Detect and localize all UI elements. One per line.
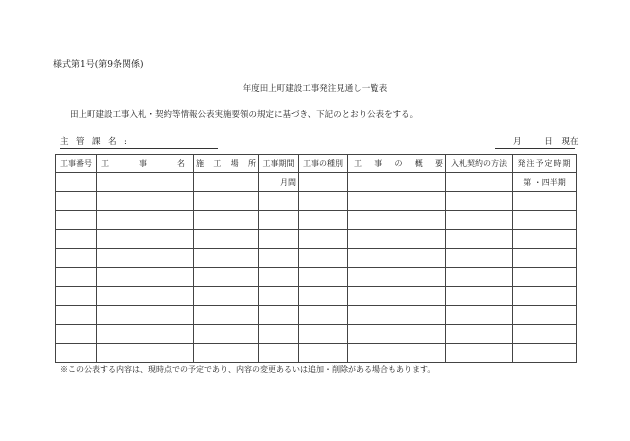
date-status-line [495, 135, 579, 149]
table-row [56, 211, 577, 230]
table-row [56, 249, 577, 268]
date-month-label: 月 [513, 137, 522, 147]
header-schedule: 発注予定時期 [513, 155, 577, 173]
form-number: 様式第1号(第9条関係) [53, 60, 144, 70]
table-header-row [56, 155, 577, 173]
department-label-char: 名 [108, 137, 117, 147]
date-day-label: 日 [544, 137, 553, 147]
intro-text: 田上町建設工事入札・契約等情報公表実施要領の規定に基づき、下記のとおり公表をする。 [70, 110, 419, 120]
period-unit: 月間 [259, 173, 299, 192]
department-label-char: : [124, 137, 127, 147]
department-label-char: 主 [60, 137, 69, 147]
header-type: 工事の種別 [299, 155, 348, 173]
table-row [56, 230, 577, 249]
department-label-char: 課 [92, 137, 101, 147]
department-line [60, 135, 218, 149]
table-row [56, 344, 577, 363]
header-method: 入札契約の方法 [446, 155, 513, 173]
table-row [56, 306, 577, 325]
table-row [56, 325, 577, 344]
table-row [56, 268, 577, 287]
header-period: 工事期間 [259, 155, 299, 173]
header-location: 施 工 場 所 [194, 155, 259, 173]
department-label-char: 管 [76, 137, 85, 147]
table-row [56, 173, 577, 192]
project-list-table [55, 154, 577, 363]
header-outline: 工 事 の 概 要 [348, 155, 446, 173]
header-number: 工事番号 [56, 155, 97, 173]
table-row [56, 192, 577, 211]
schedule-quarter: 第 ・四半期 [513, 173, 577, 192]
document-title: 年度田上町建設工事発注見通し一覧表 [242, 84, 388, 94]
date-suffix-label: 現在 [561, 137, 579, 147]
table-row [56, 287, 577, 306]
footnote: ※この公表する内容は、現時点での予定であり、内容の変更あるいは追加・削除がある場合もあります。 [60, 365, 436, 374]
header-name: 工 事 名 [97, 155, 194, 173]
